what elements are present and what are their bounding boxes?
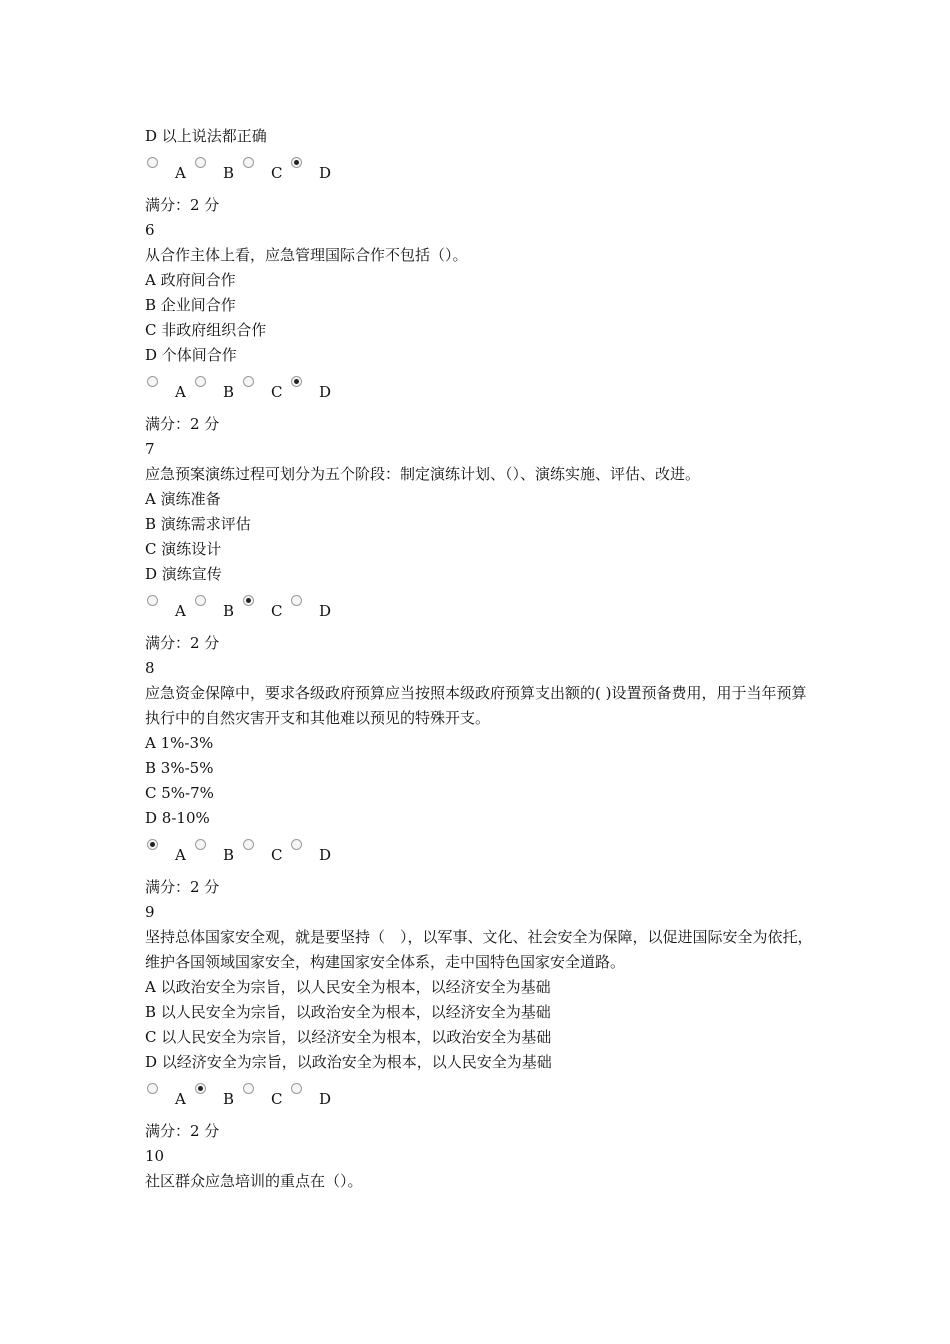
option-text: D 以上说法都正确: [145, 127, 267, 145]
radio-option-d[interactable]: [291, 157, 302, 168]
radio-option-d[interactable]: [291, 376, 302, 387]
answer-radio-group: [145, 595, 815, 625]
option-text: D 8-10%: [145, 809, 210, 827]
radio-option-b[interactable]: [195, 157, 206, 168]
score-label: 满分：2 分: [145, 196, 220, 214]
radio-label: C: [271, 383, 283, 401]
radio-label: A: [175, 383, 186, 401]
option-text: B 3%-5%: [145, 759, 214, 777]
radio-label: C: [271, 602, 283, 620]
radio-label: A: [175, 846, 186, 864]
option-text: C 演练设计: [145, 540, 222, 558]
answer-radio-group: [145, 839, 815, 869]
radio-option-a[interactable]: [147, 839, 158, 850]
radio-option-b[interactable]: [195, 839, 206, 850]
radio-label: C: [271, 164, 283, 182]
score-label: 满分：2 分: [145, 415, 220, 433]
radio-option-b[interactable]: [195, 376, 206, 387]
radio-option-c[interactable]: [243, 376, 254, 387]
radio-label: B: [223, 164, 235, 182]
radio-label: C: [271, 846, 283, 864]
radio-label: D: [319, 1090, 332, 1108]
question-block: [145, 656, 815, 900]
radio-label: D: [319, 164, 332, 182]
question-text: 应急预案演练过程可划分为五个阶段：制定演练计划、（）、演练实施、评估、改进。: [145, 465, 701, 483]
question-block: [145, 218, 815, 437]
radio-option-c[interactable]: [243, 157, 254, 168]
answer-radio-group: [145, 1083, 815, 1113]
radio-option-a[interactable]: [147, 595, 158, 606]
question-number: 10: [145, 1147, 165, 1165]
score-label: 满分：2 分: [145, 878, 220, 896]
question-block: [145, 900, 815, 1144]
radio-option-d[interactable]: [291, 839, 302, 850]
radio-option-c[interactable]: [243, 595, 254, 606]
option-text: A 演练准备: [145, 490, 221, 508]
radio-option-c[interactable]: [243, 1083, 254, 1094]
radio-option-a[interactable]: [147, 157, 158, 168]
question-number: 7: [145, 440, 155, 458]
option-text: A 政府间合作: [145, 271, 236, 289]
answer-radio-group: [145, 376, 815, 406]
question-number: 9: [145, 903, 155, 921]
option-text: C 以人民安全为宗旨，以经济安全为根本，以政治安全为基础: [145, 1028, 552, 1046]
radio-option-a[interactable]: [147, 1083, 158, 1094]
option-text: D 以经济安全为宗旨，以政治安全为根本，以人民安全为基础: [145, 1053, 552, 1071]
score-label: 满分：2 分: [145, 1122, 220, 1140]
radio-label: A: [175, 164, 186, 182]
radio-option-d[interactable]: [291, 1083, 302, 1094]
question-number: 6: [145, 221, 155, 239]
radio-option-c[interactable]: [243, 839, 254, 850]
option-text: C 非政府组织合作: [145, 321, 267, 339]
question-list: [145, 124, 815, 1194]
score-label: 满分：2 分: [145, 634, 220, 652]
question-number: 8: [145, 659, 155, 677]
answer-radio-group: [145, 157, 815, 187]
radio-label: B: [223, 1090, 235, 1108]
option-text: A 1%-3%: [145, 734, 214, 752]
option-text: D 个体间合作: [145, 346, 237, 364]
question-block: [145, 1144, 815, 1194]
question-block: [145, 437, 815, 656]
radio-label: D: [319, 602, 332, 620]
radio-label: A: [175, 602, 186, 620]
option-text: B 以人民安全为宗旨，以政治安全为根本，以经济安全为基础: [145, 1003, 551, 1021]
question-text: 坚持总体国家安全观，就是要坚持（ ），以军事、文化、社会安全为保障，以促进国际安全为依托，维护各国领域国家安全，构建国家安全体系，走中国特色国家安全道路。: [145, 928, 813, 971]
radio-label: B: [223, 383, 235, 401]
option-text: A 以政治安全为宗旨，以人民安全为根本，以经济安全为基础: [145, 978, 551, 996]
option-text: B 企业间合作: [145, 296, 236, 314]
radio-option-b[interactable]: [195, 1083, 206, 1094]
option-text: D 演练宣传: [145, 565, 222, 583]
radio-label: C: [271, 1090, 283, 1108]
radio-label: B: [223, 846, 235, 864]
radio-label: B: [223, 602, 235, 620]
question-text: 从合作主体上看，应急管理国际合作不包括（）。: [145, 246, 468, 264]
radio-label: D: [319, 383, 332, 401]
question-text: 社区群众应急培训的重点在（）。: [145, 1172, 363, 1190]
radio-label: D: [319, 846, 332, 864]
radio-label: A: [175, 1090, 186, 1108]
option-text: C 5%-7%: [145, 784, 214, 802]
radio-option-a[interactable]: [147, 376, 158, 387]
question-text: 应急资金保障中，要求各级政府预算应当按照本级政府预算支出额的( )设置预备费用，用于当年预算执行中的自然灾害开支和其他难以预见的特殊开支。: [145, 684, 807, 727]
radio-option-d[interactable]: [291, 595, 302, 606]
radio-option-b[interactable]: [195, 595, 206, 606]
option-text: B 演练需求评估: [145, 515, 251, 533]
